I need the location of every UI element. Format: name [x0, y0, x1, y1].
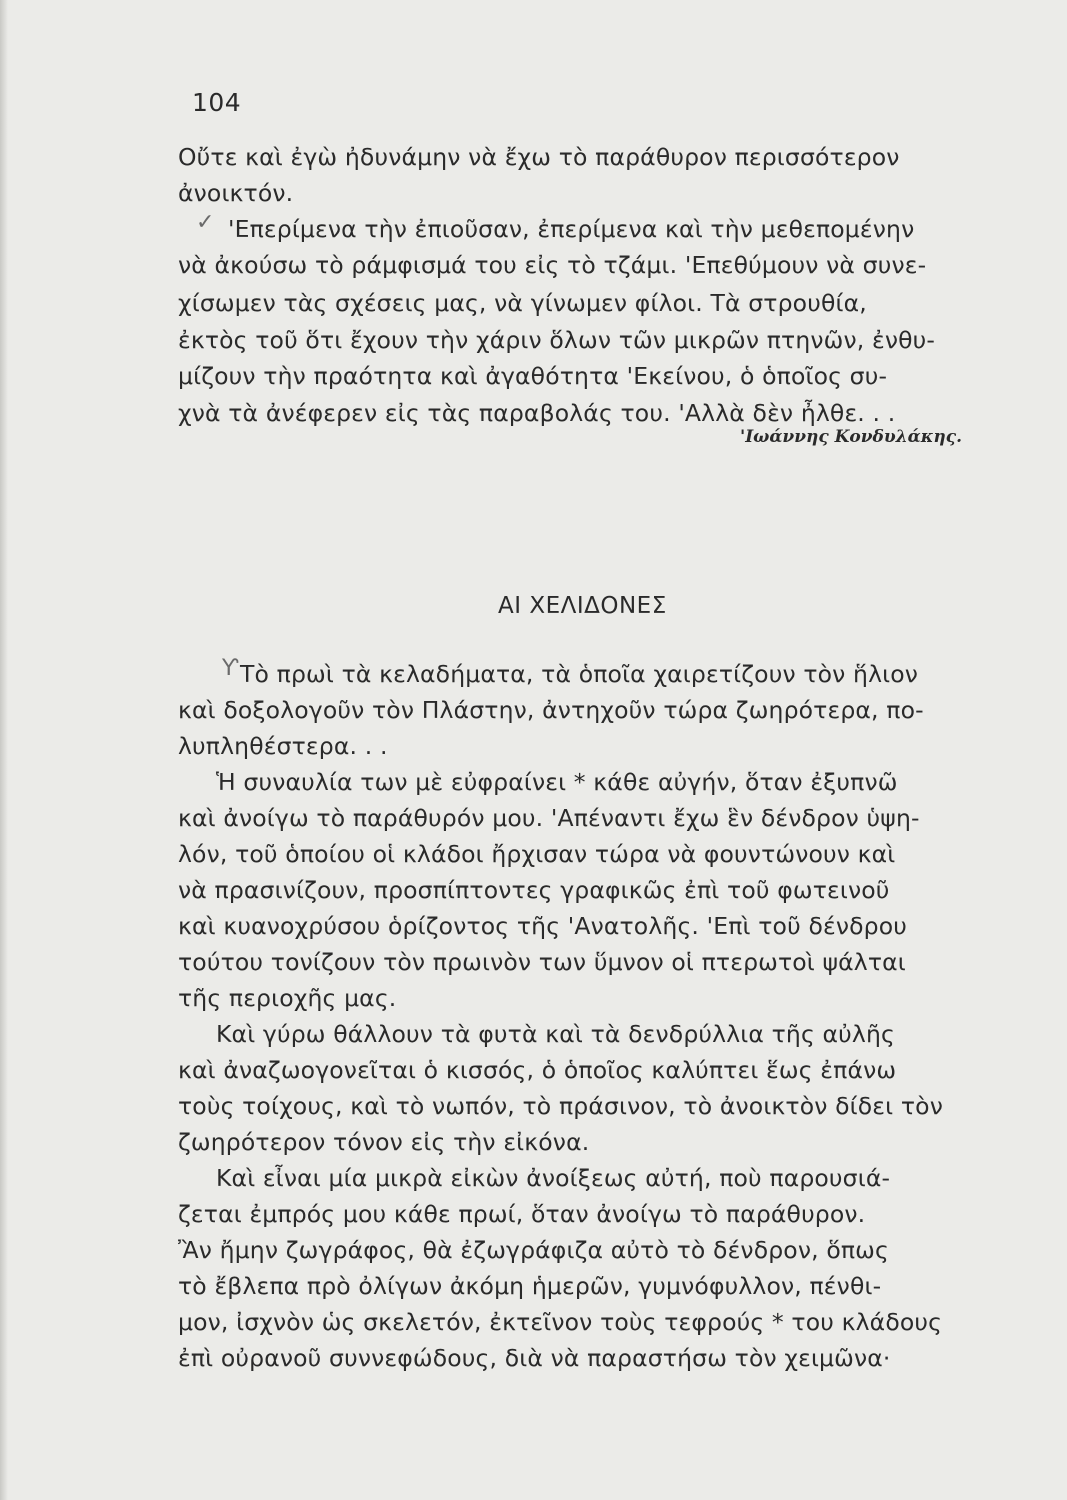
text-line: τούτου τονίζουν τὸν πρωινὸν των ὕμνον οἱ πτερωτοὶ ψάλται — [178, 948, 906, 976]
text-line: καὶ κυανοχρύσου ὁρίζοντος τῆς 'Ανατολῆς. 'Επὶ τοῦ δένδρου — [178, 912, 907, 940]
page-number: 104 — [192, 88, 242, 117]
text-line: τῆς περιοχῆς μας. — [178, 984, 397, 1012]
text-line: καὶ δοξολογοῦν τὸν Πλάστην, ἀντηχοῦν τώρα ζωηρότερα, πο- — [178, 696, 924, 724]
text-line: 'Επερίμενα τὴν ἐπιοῦσαν, ἐπερίμενα καὶ τὴν μεθεπομένην — [228, 215, 915, 243]
text-line: Καὶ γύρω θάλλουν τὰ φυτὰ καὶ τὰ δενδρύλλια τῆς αὐλῆς — [216, 1020, 895, 1048]
text-line: ἐπὶ οὐρανοῦ συννεφώδους, διὰ νὰ παραστήσω τὸν χειμῶνα· — [178, 1344, 891, 1372]
text-line: Ἡ συναυλία των μὲ εὐφραίνει * κάθε αὐγήν, ὅταν ἐξυπνῶ — [216, 768, 898, 796]
text-line: μον, ἰσχνὸν ὡς σκελετόν, ἐκτεῖνον τοὺς τεφρούς * του κλάδους — [178, 1308, 943, 1336]
text-line: ἀνοικτόν. — [178, 179, 294, 207]
text-line: μίζουν τὴν πραότητα καὶ ἀγαθότητα 'Εκείνου, ὁ ὁποῖος συ- — [178, 362, 888, 390]
handwritten-mark-icon: Ƴ — [222, 656, 239, 681]
text-line: ἐκτὸς τοῦ ὅτι ἔχουν τὴν χάριν ὅλων τῶν μικρῶν πτηνῶν, ἐνθυ- — [178, 326, 936, 354]
text-line: Τὸ πρωὶ τὰ κελαδήματα, τὰ ὁποῖα χαιρετίζουν τὸν ἥλιον — [240, 660, 919, 688]
text-line: τοὺς τοίχους, καὶ τὸ νωπόν, τὸ πράσινον, τὸ ἀνοικτὸν δίδει τὸν — [178, 1092, 943, 1120]
text-line: ζωηρότερον τόνον εἰς τὴν εἰκόνα. — [178, 1128, 590, 1156]
page-edge-shadow — [0, 0, 8, 1500]
text-line: λυπληθέστερα. . . — [178, 732, 388, 760]
text-line: καὶ ἀναζωογονεῖται ὁ κισσός, ὁ ὁποῖος καλύπτει ἕως ἐπάνω — [178, 1056, 897, 1084]
text-line: χνὰ τὰ ἀνέφερεν εἰς τὰς παραβολάς του. 'Αλλὰ δὲν ἦλθε. . . — [178, 399, 896, 427]
text-line: Καὶ εἶναι μία μικρὰ εἰκὼν ἀνοίξεως αὐτή, ποὺ παρουσιά- — [216, 1164, 891, 1192]
text-line: καὶ ἀνοίγω τὸ παράθυρόν μου. 'Απέναντι ἔχω ἓν δένδρον ὑψη- — [178, 804, 920, 832]
text-line: λόν, τοῦ ὁποίου οἱ κλάδοι ἤρχισαν τώρα νὰ φουντώνουν καὶ — [178, 840, 896, 868]
author-signature: 'Ιωάννης Κονδυλάκης. — [740, 427, 963, 447]
text-line: Οὔτε καὶ ἐγὼ ἠδυνάμην νὰ ἔχω τὸ παράθυρον περισσότερον — [178, 143, 900, 171]
text-line: χίσωμεν τὰς σχέσεις μας, νὰ γίνωμεν φίλοι. Τὰ στρουθία, — [178, 289, 867, 317]
text-line: τὸ ἔβλεπα πρὸ ὀλίγων ἀκόμη ἡμερῶν, γυμνόφυλλον, πένθι- — [178, 1272, 882, 1300]
text-line: νὰ πρασινίζουν, προσπίπτοντες γραφικῶς ἐπὶ τοῦ φωτεινοῦ — [178, 876, 890, 904]
text-line: ζεται ἐμπρός μου κάθε πρωί, ὅταν ἀνοίγω τὸ παράθυρον. — [178, 1200, 866, 1228]
text-line: νὰ ἀκούσω τὸ ράμφισμά του εἰς τὸ τζάμι. 'Επεθύμουν νὰ συνε- — [178, 251, 927, 279]
handwritten-mark-icon: ✓ — [196, 210, 215, 235]
section-heading: ΑΙ ΧΕΛΙΔΟΝΕΣ — [498, 593, 667, 619]
text-line: Ἂν ἤμην ζωγράφος, θὰ ἐζωγράφιζα αὐτὸ τὸ δένδρον, ὅπως — [178, 1236, 889, 1264]
